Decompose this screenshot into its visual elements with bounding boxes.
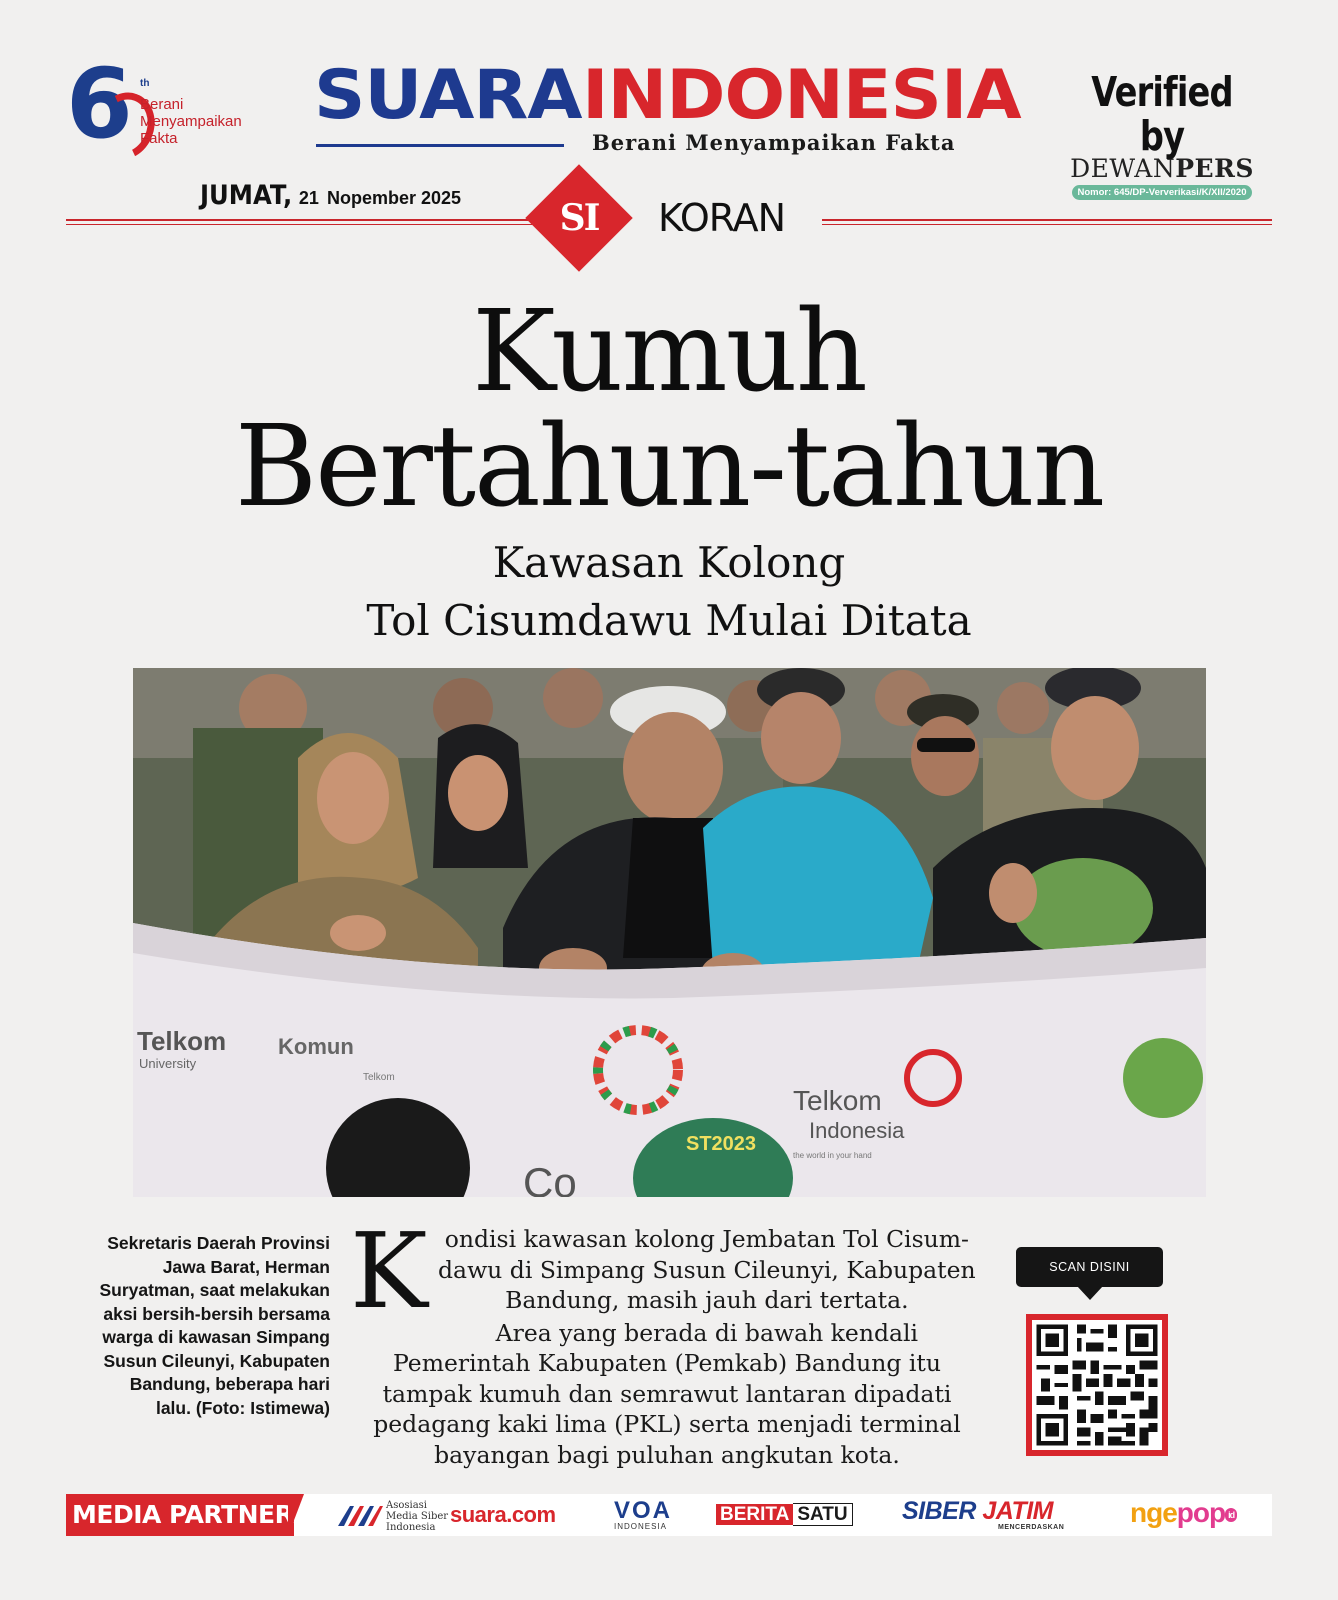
banner-telkom-indonesia-sub: Indonesia [809,1118,905,1143]
cap-text: ST2023 [686,1133,757,1155]
ngepop-part2: pop [1176,1497,1226,1528]
banner-bottom-text: Co [523,1159,577,1197]
headline-line-2: Bertahun-tahun [234,402,1104,532]
scan-label: SCAN DISINI [1016,1247,1163,1287]
anniversary-line: Menyampaikan [140,113,242,130]
banner-telkom-university-sub: University [139,1056,197,1071]
date-month-year: Nopember 2025 [326,188,462,208]
main-photo [133,668,1206,1197]
banner-telkom-indonesia: Telkom [793,1085,882,1116]
anniversary-badge [66,48,286,160]
date-number: 21 [298,188,319,208]
si-badge-text: SI [559,197,599,239]
dateline [200,180,461,214]
amsi-line: Indonesia [386,1522,436,1533]
media-partner-bar [66,1494,1272,1536]
partner-siber-sub: MENCERDASKAN [998,1524,1065,1531]
verified-org-part2: PERS [1175,154,1254,183]
banner-komunitas: Komun [278,1034,354,1059]
anniversary-suffix: th [140,78,150,89]
verified-badge [1054,68,1270,198]
anniversary-number: 6 [66,48,129,160]
partner-voa-sub: INDONESIA [614,1522,668,1531]
masthead-rule-right [822,219,1272,221]
qr-code[interactable] [1026,1314,1168,1456]
siber-part2: JATIM [982,1497,1054,1525]
amsi-line: Asosiasi [386,1500,427,1511]
partner-beritasatu[interactable] [716,1502,853,1528]
logo-word-indonesia: INDONESIA [582,56,1021,135]
article-paragraph-1 [350,1210,982,1332]
partner-ngepop[interactable] [1130,1492,1237,1534]
anniversary-line: Fakta [140,130,178,147]
amsi-text [386,1500,448,1533]
subheadline-line-2: Tol Cisumdawu Mulai Ditata [366,596,972,645]
verified-number: Nomor: 645/DP-Ververikasi/K/XII/2020 [1072,185,1253,200]
logo-word-suara: SUARA [314,56,582,135]
partner-suara-com[interactable]: suara.com [450,1502,556,1527]
anniversary-line: Berani [140,96,184,113]
logo-underline [316,144,564,147]
ngepop-part3: id [1225,1508,1237,1522]
masthead-rule-left [66,219,532,221]
beritasatu-part2: SATU [793,1503,852,1526]
headline-line-1: Kumuh [472,287,866,417]
banner-komunitas-sub: Telkom [363,1072,395,1083]
siber-part1: SIBER [902,1497,976,1525]
banner-telkom-tagline: the world in your hand [793,1151,872,1160]
partner-voa[interactable]: VOA [614,1497,673,1524]
masthead-logo[interactable] [314,56,1024,156]
verified-label: Verified by [1091,68,1233,160]
media-partner-label-slant [288,1494,304,1536]
subheadline [0,534,1338,650]
edition-label: KORAN [658,196,786,240]
dropcap: K [350,1210,428,1332]
headline [0,287,1338,532]
media-partner-label: MEDIA PARTNER [66,1494,294,1536]
article-paragraph-1-text: ondisi kawasan kolong Jembatan Tol Cisum-dawu di Simpang Susun Cileunyi, Kabupaten Bandung, masih jauh dari tertata. [438,1225,976,1314]
verified-org-part1: DEWAN [1070,154,1176,183]
beritasatu-part1: BERITA [716,1504,793,1525]
anniversary-text [140,96,290,147]
scan-label-pointer [1077,1286,1103,1300]
date-rest [299,188,461,208]
logo-tagline: Berani Menyampaikan Fakta [592,130,956,155]
ngepop-part1: nge [1130,1497,1177,1528]
qr-code-icon [1032,1320,1162,1450]
photo-caption: Sekretaris Daerah Provinsi Jawa Barat, Herman Suryatman, saat melakukan aksi bersih-bersih bersama warga di kawasan Simpang Susun Cileunyi, Kabupaten Bandung, beberapa hari lalu. (Foto: Istimewa) [99,1233,330,1418]
date-day: JUMAT, [200,180,293,211]
article-paragraph-2: Area yang berada di bawah kendali Pemerintah Kabupaten (Pemkab) Bandung itu tampak kumuh dan semrawut lantaran dipadati pedagang kaki lima (PKL) serta menjadi terminal bayangan bagi puluhan angkutan kota. [373,1318,961,1469]
amsi-line: Media Siber [386,1511,449,1522]
photo-illustration [133,668,1206,1197]
subheadline-line-1: Kawasan Kolong [492,538,846,587]
amsi-logo-icon [336,1502,384,1528]
article-body [350,1210,982,1470]
banner-telkom-university: Telkom [137,1026,227,1056]
